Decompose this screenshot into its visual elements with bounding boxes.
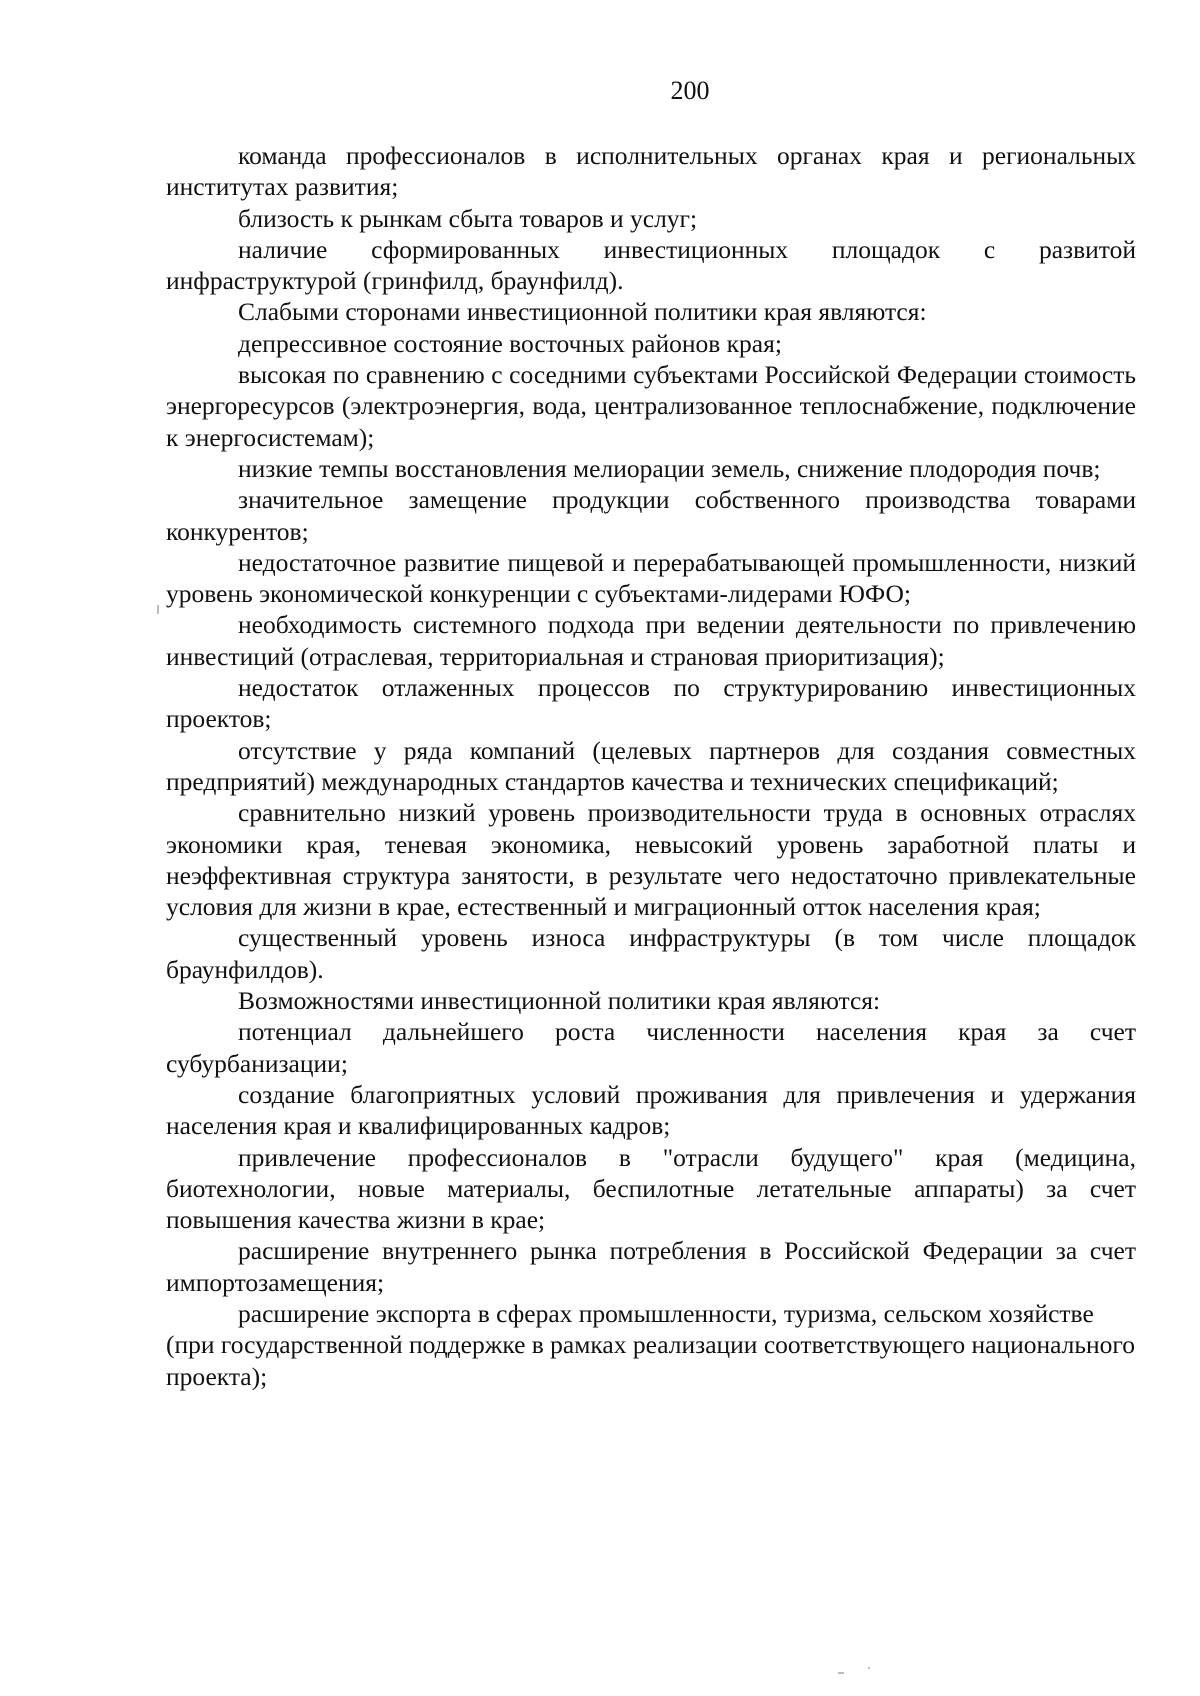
paragraph: сравнительно низкий уровень производительности труда в основных отраслях экономики края, теневая экономика, невысокий уровень заработной платы и неэффективная структура занятости, в результате чего недостаточно привлекательные условия для жизни в крае, естественный и миграционный отток населения края; bbox=[166, 798, 1136, 922]
paragraph: наличие сформированных инвестиционных площадок с развитой инфраструктурой (гринфилд, браунфилд). bbox=[166, 234, 1136, 296]
paragraph: расширение экспорта в сферах промышленности, туризма, сельском хозяйстве (при государственной поддержке в рамках реализации соответствующего национального проекта); bbox=[166, 1298, 1135, 1391]
paragraph: потенциал дальнейшего роста численности населения края за счет субурбанизации; bbox=[166, 1017, 1136, 1078]
document-body bbox=[166, 140, 1136, 1392]
paragraph: необходимость системного подхода при ведении деятельности по привлечению инвестиций (отраслевая, территориальная и страновая приоритизация); bbox=[166, 610, 1136, 671]
paragraph: низкие темпы восстановления мелиорации земель, снижение плодородия почв; bbox=[238, 453, 1101, 483]
page-number: 200 bbox=[670, 76, 710, 105]
section-heading: Слабыми сторонами инвестиционной политики края являются: bbox=[238, 297, 927, 327]
scan-speck bbox=[157, 605, 159, 614]
paragraph: расширение внутреннего рынка потребления в Российской Федерации за счет импортозамещения; bbox=[166, 1236, 1136, 1297]
paragraph: привлечение профессионалов в "отрасли будущего" края (медицина, биотехнологии, новые материалы, беспилотные летательные аппараты) за счет повышения качества жизни в крае; bbox=[166, 1142, 1136, 1235]
paragraph: команда профессионалов в исполнительных органах края и региональных институтах развития; bbox=[166, 141, 1136, 202]
paragraph: недостаток отлаженных процессов по структурированию инвестиционных проектов; bbox=[166, 673, 1136, 734]
scan-speck bbox=[838, 1672, 844, 1674]
paragraph: высокая по сравнению с соседними субъектами Российской Федерации стоимость энергоресурсов (электроэнергия, вода, централизованное теплоснабжение, подключение к энергосистемам); bbox=[166, 360, 1136, 452]
scan-speck bbox=[868, 1667, 870, 1669]
paragraph: депрессивное состояние восточных районов края; bbox=[238, 328, 782, 358]
section-heading: Возможностями инвестиционной политики края являются: bbox=[238, 986, 881, 1016]
paragraph: существенный уровень износа инфраструктуры (в том числе площадок браунфилдов). bbox=[166, 923, 1136, 984]
paragraph: близость к рынкам сбыта товаров и услуг; bbox=[238, 203, 698, 233]
paragraph: недостаточное развитие пищевой и перерабатывающей промышленности, низкий уровень экономической конкуренции с субъектами-лидерами ЮФО; bbox=[166, 547, 1136, 609]
paragraph: создание благоприятных условий проживания для привлечения и удержания населения края и квалифицированных кадров; bbox=[166, 1079, 1136, 1141]
paragraph: значительное замещение продукции собственного производства товарами конкурентов; bbox=[166, 485, 1136, 546]
paragraph: отсутствие у ряда компаний (целевых партнеров для создания совместных предприятий) международных стандартов качества и технических спецификаций; bbox=[166, 735, 1136, 796]
